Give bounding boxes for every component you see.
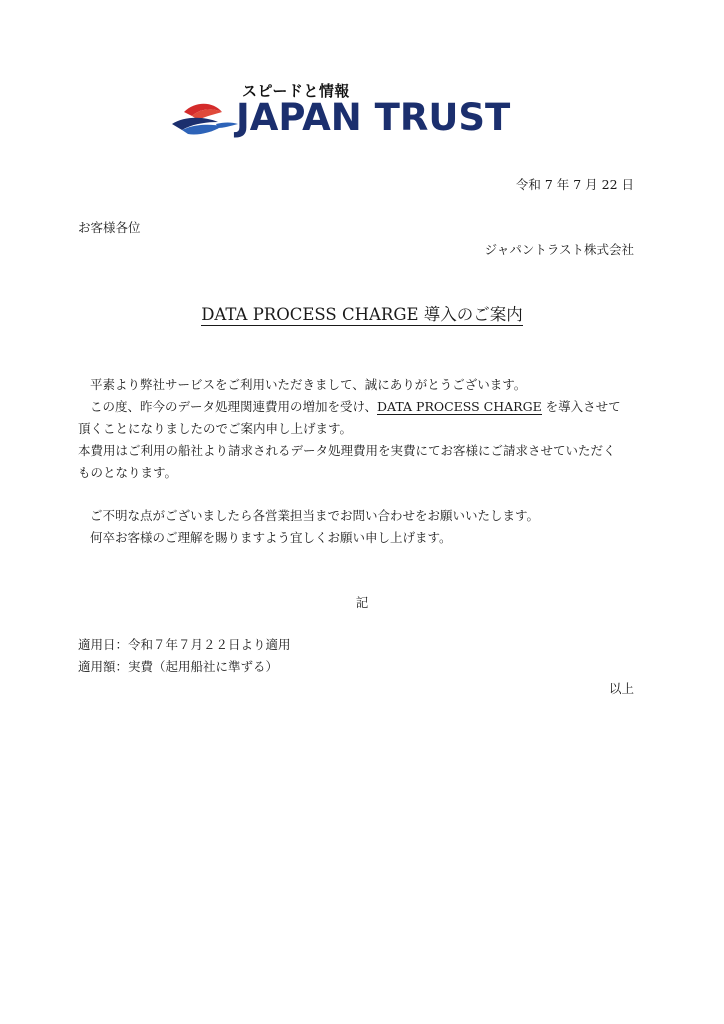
- ki-heading: 記: [355, 595, 369, 610]
- body-paragraph-3-line-2: ものとなります。: [78, 465, 178, 480]
- company-logo: [170, 78, 550, 142]
- body-paragraph-5: 何卒お客様のご理解を賜りますよう宜しくお願い申し上げます。: [90, 530, 452, 545]
- page-title: [0, 305, 724, 325]
- body-paragraph-1: 平素より弊社サービスをご利用いただきまして、誠にありがとうございます。: [90, 377, 527, 392]
- body-paragraph-3-line-1: 本費用はご利用の船社より請求されるデータ処理費用を実費にてお客様にご請求させていただく: [78, 443, 616, 458]
- logo-tagline: スピードと情報: [242, 82, 350, 100]
- letter-date: 令和 7 年 7 月 22 日: [515, 177, 634, 192]
- addressee: お客様各位: [78, 220, 141, 235]
- charge-term: DATA PROCESS CHARGE: [377, 399, 542, 414]
- wave-emblem-icon: [170, 102, 240, 138]
- title-text: DATA PROCESS CHARGE 導入のご案内: [201, 305, 523, 324]
- closing-mark: 以上: [608, 681, 634, 696]
- body-text: この度、昨今のデータ処理関連費用の増加を受け、: [90, 399, 378, 414]
- logo-word-trust: TRUST: [374, 96, 511, 139]
- body-text: を導入させて: [541, 399, 621, 414]
- applied-amount: 適用額：実費（起用船社に準ずる）: [78, 659, 279, 674]
- body-paragraph-4: ご不明な点がございましたら各営業担当までお問い合わせをお願いいたします。: [90, 508, 540, 523]
- body-paragraph-2-line-1: [90, 399, 621, 415]
- body-paragraph-2-line-2: 頂くことになりましたのでご案内申し上げます。: [78, 421, 353, 436]
- logo-word-japan: JAPAN: [236, 96, 362, 139]
- sender-company: ジャパントラスト株式会社: [484, 242, 634, 257]
- logo-wordmark: [236, 98, 510, 138]
- effective-date: 適用日：令和７年７月２２日より適用: [78, 637, 291, 652]
